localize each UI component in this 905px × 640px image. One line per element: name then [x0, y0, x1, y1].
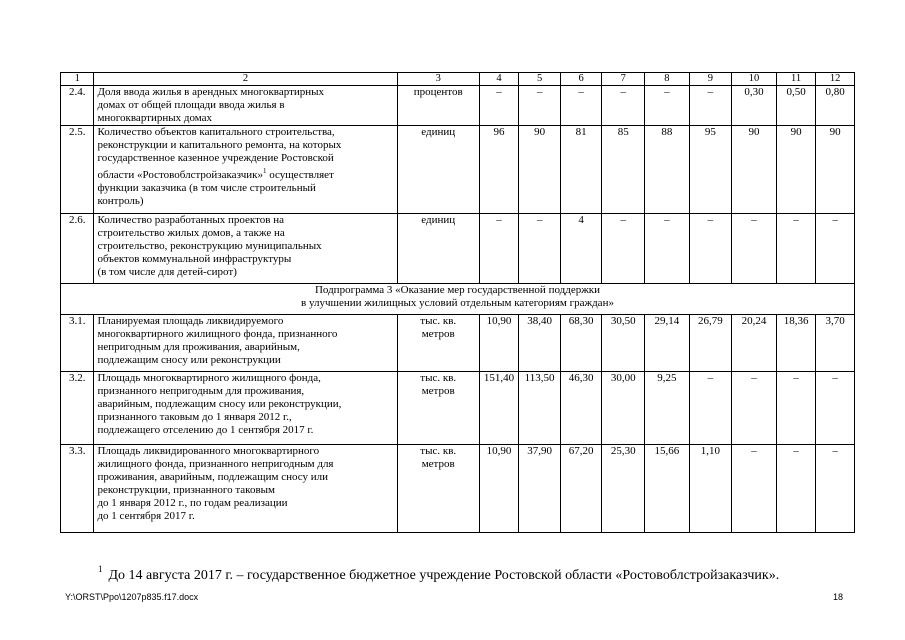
header-cell: 8 [645, 73, 690, 86]
value-cell: – [689, 372, 732, 445]
value-cell: 9,25 [645, 372, 690, 445]
value-cell: 10,90 [479, 445, 519, 533]
subprogram-title: Подпрограмма 3 «Оказание мер государственной поддержки в улучшении жилищных условий отдельным категориям граждан» [61, 284, 855, 315]
indicator-name-line: многоквартирных домах [97, 112, 213, 124]
indicator-name [94, 126, 397, 214]
value-cell: 1,10 [689, 445, 732, 533]
indicator-name-line: области «Ростовоблстройзаказчик»$^1$ осуществляет [97, 167, 334, 181]
footnote-text: До 14 августа 2017 г. – государственное бюджетное учреждение Ростовской области «Ростовоблстройзаказчик». [108, 568, 780, 583]
row-number: 3.2. [61, 372, 94, 445]
header-cell: 6 [560, 73, 602, 86]
indicator-name [94, 445, 397, 533]
indicator-name-line: Количество объектов капитального строительства, [97, 126, 335, 138]
indicator-name-line: реконструкции и капитального ремонта, на которых [97, 139, 342, 151]
unit-of-measure: единиц [397, 214, 479, 284]
table-row [61, 126, 855, 214]
value-cell: 26,79 [689, 315, 732, 372]
value-cell: 67,20 [560, 445, 602, 533]
value-cell: – [816, 214, 855, 284]
value-cell: – [645, 214, 690, 284]
indicator-name-line: жилищного фонда, признанного непригодным для [97, 458, 334, 470]
indicator-name [94, 372, 397, 445]
footnote-marker: 1 [98, 564, 103, 574]
value-cell: 25,30 [602, 445, 645, 533]
value-cell: – [479, 214, 519, 284]
table-row [61, 86, 855, 126]
indicator-name-line: Площадь ликвидированного многоквартирного [97, 445, 320, 457]
value-cell: 90 [732, 126, 777, 214]
indicator-name-line: (в том числе для детей-сирот) [97, 266, 237, 278]
value-cell: – [602, 214, 645, 284]
unit-of-measure: тыс. кв. метров [397, 445, 479, 533]
unit-of-measure: процентов [397, 86, 479, 126]
value-cell: 0,50 [776, 86, 816, 126]
header-cell: 1 [61, 73, 94, 86]
value-cell: – [732, 372, 777, 445]
indicator-name-line: аварийным, подлежащим сносу или реконструкции, [97, 398, 342, 410]
indicator-name-line: многоквартирного жилищного фонда, признанного [97, 328, 338, 340]
value-cell: 68,30 [560, 315, 602, 372]
indicator-name-line: реконструкции, признанного таковым [97, 484, 275, 496]
value-cell: 29,14 [645, 315, 690, 372]
header-row [61, 73, 855, 86]
row-number: 2.6. [61, 214, 94, 284]
indicator-name-line: Доля ввода жилья в арендных многоквартирных [97, 86, 325, 98]
value-cell: 0,80 [816, 86, 855, 126]
indicator-name-line: подлежащим сносу или реконструкции [97, 354, 281, 366]
value-cell: – [732, 214, 777, 284]
indicator-name-line: строительство, реконструкцию муниципальных [97, 240, 322, 252]
header-cell: 2 [94, 73, 397, 86]
indicator-name-line: государственное казенное учреждение Ростовской [97, 152, 334, 164]
indicator-name-line: признанного непригодным для проживания, [97, 385, 305, 397]
value-cell: – [689, 214, 732, 284]
value-cell: 18,36 [776, 315, 816, 372]
value-cell: – [816, 372, 855, 445]
unit-of-measure: тыс. кв. метров [397, 372, 479, 445]
value-cell: – [560, 86, 602, 126]
value-cell: – [519, 86, 561, 126]
footnote-reference: 1 [262, 167, 267, 175]
value-cell: 96 [479, 126, 519, 214]
header-cell: 4 [479, 73, 519, 86]
page-number: 18 [833, 592, 844, 602]
header-cell: 3 [397, 73, 479, 86]
indicator-name-line: подлежащего отселению до 1 сентября 2017 г. [97, 424, 314, 436]
value-cell: – [776, 372, 816, 445]
indicator-name [94, 315, 397, 372]
header-cell: 12 [816, 73, 855, 86]
value-cell: 95 [689, 126, 732, 214]
indicator-name-line: Площадь многоквартирного жилищного фонда, [97, 372, 321, 384]
file-path: Y:\ORST\Ppo\1207p835.f17.docx [65, 592, 199, 602]
value-cell: 37,90 [519, 445, 561, 533]
indicator-name-line: Планируемая площадь ликвидируемого [97, 315, 284, 327]
value-cell: 30,00 [602, 372, 645, 445]
value-cell: 85 [602, 126, 645, 214]
row-number: 2.5. [61, 126, 94, 214]
indicator-name-line: объектов коммунальной инфраструктуры [97, 253, 292, 265]
value-cell: – [776, 445, 816, 533]
value-cell: 20,24 [732, 315, 777, 372]
value-cell: – [776, 214, 816, 284]
indicator-name [94, 214, 397, 284]
indicator-name [94, 86, 397, 126]
table-row [61, 214, 855, 284]
indicator-name-line: до 1 января 2012 г., по годам реализации [97, 497, 288, 509]
indicator-name-line: домах от общей площади ввода жилья в [97, 99, 285, 111]
indicator-name-line: строительство жилых домов, а также на [97, 227, 285, 239]
value-cell: 90 [519, 126, 561, 214]
value-cell: 46,30 [560, 372, 602, 445]
value-cell: 88 [645, 126, 690, 214]
table-row [61, 315, 855, 372]
value-cell: 38,40 [519, 315, 561, 372]
value-cell: 90 [816, 126, 855, 214]
indicator-name-line: проживания, аварийным, подлежащим сносу или [97, 471, 329, 483]
header-cell: 11 [776, 73, 816, 86]
value-cell: 4 [560, 214, 602, 284]
indicator-name-line: непригодным для проживания, аварийным, [97, 341, 300, 353]
value-cell: 30,50 [602, 315, 645, 372]
footnote [98, 560, 779, 585]
value-cell: – [519, 214, 561, 284]
header-cell: 9 [689, 73, 732, 86]
value-cell: 151,40 [479, 372, 519, 445]
row-number: 3.1. [61, 315, 94, 372]
value-cell: – [602, 86, 645, 126]
value-cell: – [816, 445, 855, 533]
value-cell: 10,90 [479, 315, 519, 372]
header-cell: 7 [602, 73, 645, 86]
indicator-name-line: Количество разработанных проектов на [97, 214, 284, 226]
header-cell: 10 [732, 73, 777, 86]
indicator-name-line: контроль) [97, 195, 144, 207]
table-row [61, 445, 855, 533]
indicator-name-line: до 1 сентября 2017 г. [97, 510, 195, 522]
value-cell: – [479, 86, 519, 126]
value-cell: 90 [776, 126, 816, 214]
row-number: 2.4. [61, 86, 94, 126]
unit-of-measure: единиц [397, 126, 479, 214]
value-cell: 113,50 [519, 372, 561, 445]
header-cell: 5 [519, 73, 561, 86]
indicator-name-line: функции заказчика (в том числе строительный [97, 182, 316, 194]
subprogram-row [61, 284, 855, 315]
value-cell: 0,30 [732, 86, 777, 126]
value-cell: – [732, 445, 777, 533]
unit-of-measure: тыс. кв. метров [397, 315, 479, 372]
table-row [61, 372, 855, 445]
value-cell: 81 [560, 126, 602, 214]
value-cell: 3,70 [816, 315, 855, 372]
value-cell: – [689, 86, 732, 126]
indicator-name-line: признанного таковым до 1 января 2012 г., [97, 411, 292, 423]
row-number: 3.3. [61, 445, 94, 533]
value-cell: 15,66 [645, 445, 690, 533]
value-cell: – [645, 86, 690, 126]
indicators-table [60, 72, 855, 533]
